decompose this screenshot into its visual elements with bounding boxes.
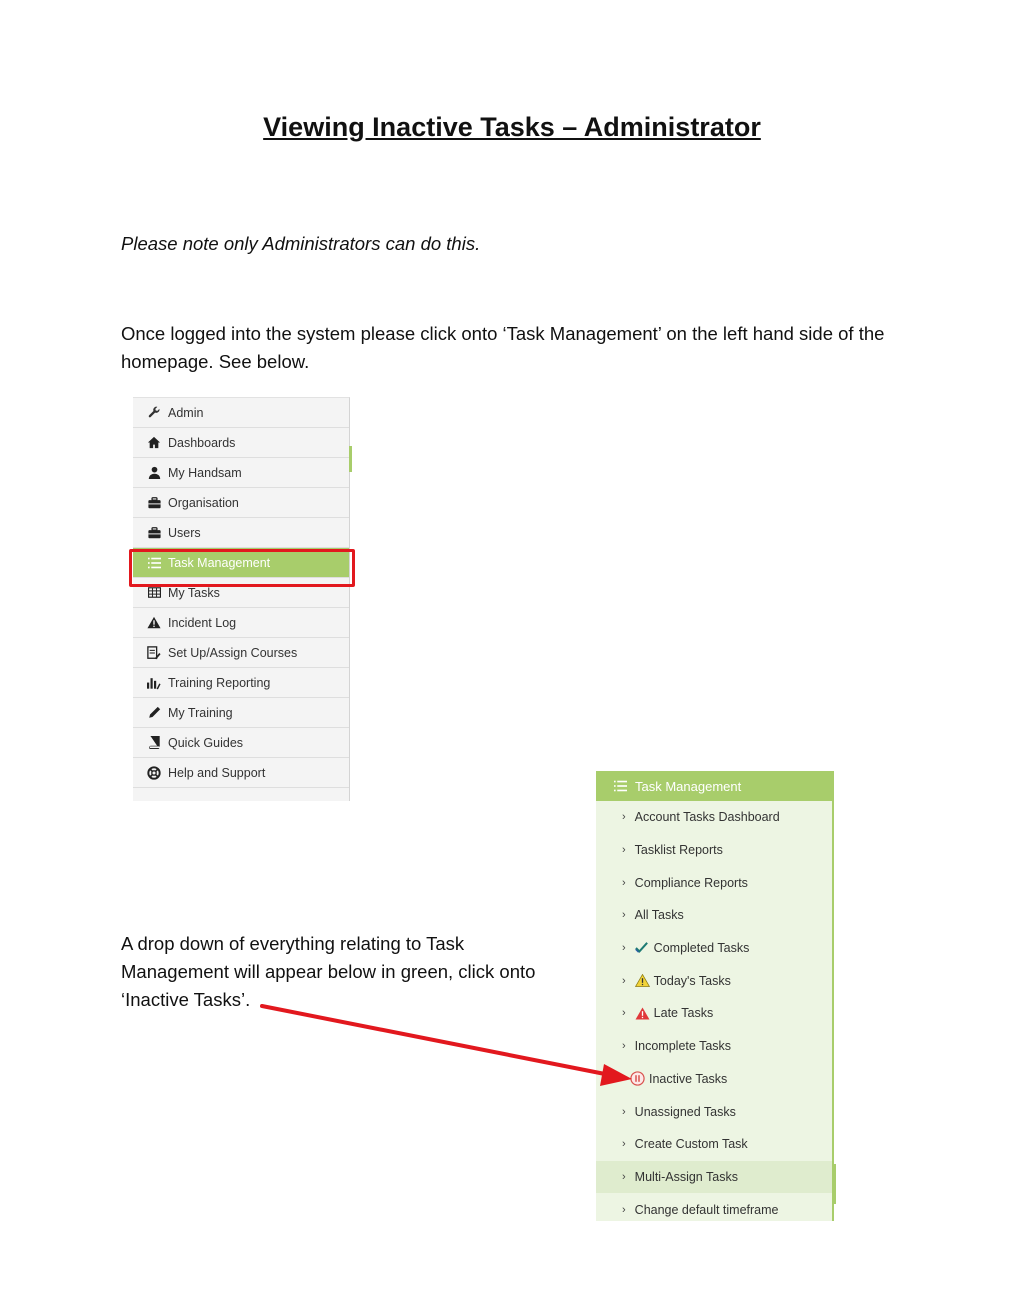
sidebar-item-label: Quick Guides	[168, 735, 244, 750]
instruction-2: A drop down of everything relating to Task Management will appear below in green, click onto ‘Inactive Tasks’.	[121, 933, 536, 1010]
sidebar-item-label: My Tasks	[168, 585, 220, 600]
dropdown-item-label: Create Custom Task	[634, 1137, 748, 1152]
sidebar-item-label: Task Management	[168, 555, 271, 570]
sidebar-item-label: Dashboards	[168, 435, 236, 450]
sidebar-item-label: Admin	[168, 405, 204, 420]
dropdown-item-label: Account Tasks Dashboard	[634, 810, 780, 825]
chevron-right-icon: ›	[622, 1138, 626, 1151]
sidebar-item-label: My Training	[168, 705, 233, 720]
dropdown-header-label: Task Management	[635, 778, 742, 794]
dropdown-item-label: Today's Tasks	[653, 973, 731, 988]
dropdown-item-label: Compliance Reports	[634, 875, 748, 890]
sidebar-item-label: Training Reporting	[168, 675, 271, 690]
chevron-right-icon: ›	[622, 876, 626, 889]
chevron-right-icon: ›	[622, 844, 626, 857]
admin-note: Please note only Administrators can do this.	[121, 233, 481, 254]
chevron-right-icon: ›	[622, 942, 626, 955]
dropdown-item-label: All Tasks	[634, 908, 684, 923]
sidebar-item-label: Organisation	[168, 495, 239, 510]
document-title: Viewing Inactive Tasks – Administrator	[263, 112, 761, 142]
dropdown-item-label: Inactive Tasks	[649, 1071, 728, 1086]
dropdown-item-label: Tasklist Reports	[634, 843, 723, 858]
dropdown-item-label: Change default timeframe	[634, 1202, 779, 1217]
dropdown-item-label: Multi-Assign Tasks	[634, 1169, 738, 1184]
dropdown-item-label: Incomplete Tasks	[634, 1039, 732, 1054]
dropdown-item-label: Unassigned Tasks	[634, 1104, 736, 1119]
chevron-right-icon: ›	[622, 974, 626, 987]
dropdown-item-label: Completed Tasks	[653, 941, 750, 956]
chevron-right-icon: ›	[622, 1170, 626, 1183]
chevron-right-icon: ›	[622, 1040, 626, 1053]
chevron-right-icon: ›	[622, 909, 626, 922]
sidebar-item-label: Incident Log	[168, 615, 237, 630]
chevron-right-icon: ›	[622, 1007, 626, 1020]
sidebar-item-label: Users	[168, 525, 201, 540]
chevron-right-icon: ›	[622, 811, 626, 824]
sidebar-item-label: My Handsam	[168, 465, 242, 480]
chevron-right-icon: ›	[622, 1203, 626, 1216]
dropdown-item-label: Late Tasks	[653, 1006, 714, 1021]
sidebar-item-label: Help and Support	[168, 765, 266, 780]
chevron-right-icon: ›	[622, 1105, 626, 1118]
sidebar-item-label: Set Up/Assign Courses	[168, 645, 298, 660]
instruction-1: Once logged into the system please click onto ‘Task Management’ on the left hand side of the homepage. See below.	[121, 323, 885, 372]
